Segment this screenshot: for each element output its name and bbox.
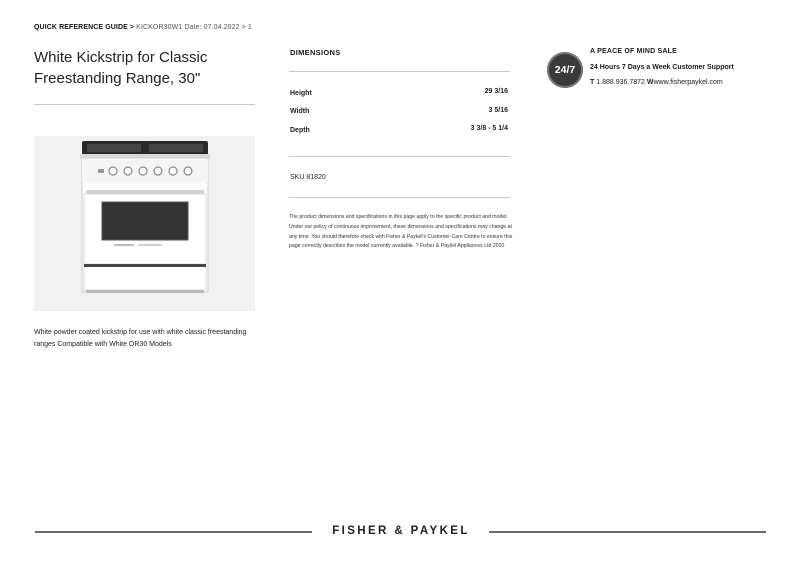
website-link[interactable]: www.fisherpaykel.com [653, 79, 723, 86]
page-title: White Kickstrip for Classic Freestanding Range, 30" [34, 49, 208, 87]
phone-number[interactable]: 1.888.936.7872 [596, 79, 645, 86]
dimension-value-width: 3 5/16 [488, 107, 508, 114]
dimensions-divider-top [289, 71, 510, 72]
support-line: 24 Hours 7 Days a Week Customer Support [590, 64, 734, 71]
footer-line-right [489, 531, 766, 533]
phone-label: T [590, 79, 595, 86]
dimension-label-height: Height [290, 90, 312, 97]
dimension-value-height: 29 3/16 [484, 88, 508, 95]
breadcrumb-guide: QUICK REFERENCE GUIDE > [34, 24, 135, 31]
brand-logo: FISHER & PAYKEL [332, 525, 470, 537]
breadcrumb [34, 24, 252, 31]
product-image [34, 136, 255, 311]
support-contact [590, 79, 723, 86]
dimension-label-depth: Depth [290, 127, 310, 134]
support-24-7-badge: 24/7 [547, 52, 583, 88]
dimensions-divider-bottom [289, 156, 510, 157]
product-description: White powder coated kickstrip for use with white classic freestanding ranges Compatible with White OR30 Models [34, 329, 247, 348]
range-oven-illustration [34, 136, 255, 311]
breadcrumb-rest: KICKOR30W1 Date: 07.04.2022 > 1 [136, 24, 252, 31]
sku-divider [289, 197, 510, 198]
dimension-value-depth: 3 3/8 - 5 1/4 [470, 125, 508, 132]
title-divider [34, 104, 255, 105]
dimension-label-width: Width [290, 108, 310, 115]
disclaimer-text: The product dimensions and specifications in this page apply to the specific product and model. Under our policy of continuous improvement, these dimensions and specifications may change at any time. You should therefore check with Fisher & Paykel's Customer Care Centre to ensure this page correctly describes the model currently available. ? Fisher & Paykel Appliances Ltd 2020 [289, 214, 513, 250]
sku-number: SKU 81820 [290, 174, 326, 181]
footer-line-left [35, 531, 312, 533]
dimensions-heading: DIMENSIONS [290, 48, 341, 57]
web-label: W [646, 79, 654, 86]
support-heading: A PEACE OF MIND SALE [590, 48, 677, 55]
